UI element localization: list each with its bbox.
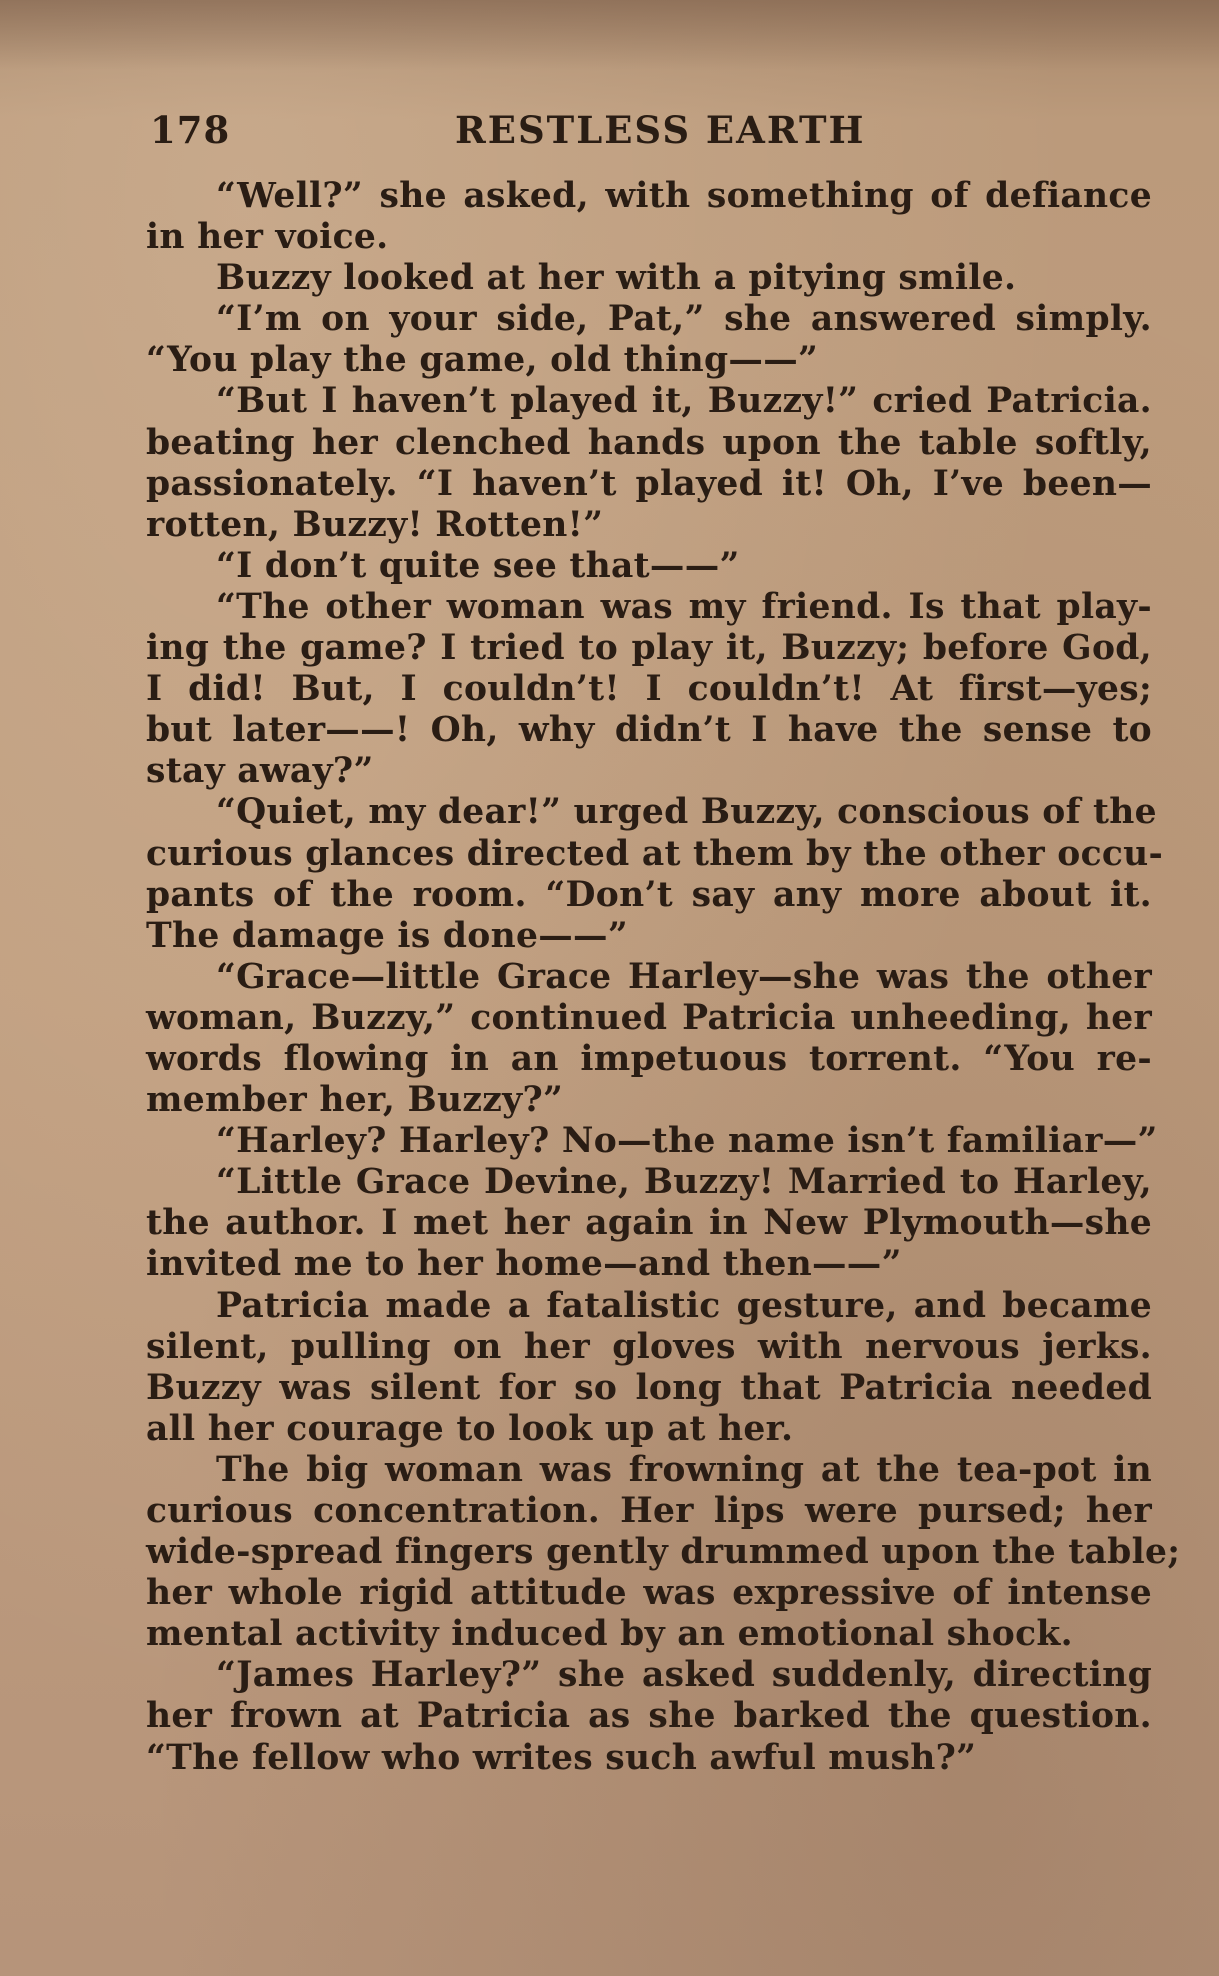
text-line: “The fellow who writes such awful mush?”	[146, 1737, 977, 1778]
text-line: “You play the game, old thing——”	[146, 340, 819, 381]
text-line: pants of the room. “Don’t say any more about it.	[146, 874, 1152, 915]
body-text	[146, 176, 1181, 1779]
text-line: beating her clenched hands upon the table softly,	[146, 422, 1152, 463]
text-line: wide-spread fingers gently drummed upon the table;	[146, 1532, 1181, 1573]
text-line: “The other woman was my friend. Is that play-	[216, 586, 1152, 627]
text-line: Buzzy was silent for so long that Patricia needed	[146, 1367, 1152, 1408]
text-line: her frown at Patricia as she barked the question.	[146, 1696, 1152, 1737]
text-line: “Grace—little Grace Harley—she was the other	[216, 956, 1152, 997]
text-line: silent, pulling on her gloves with nervous jerks.	[146, 1326, 1152, 1367]
text-line: “I don’t quite see that——”	[216, 545, 740, 586]
text-line: “James Harley?” she asked suddenly, directing	[216, 1655, 1152, 1696]
text-line: “But I haven’t played it, Buzzy!” cried Patricia.	[216, 381, 1152, 422]
text-line: but later——! Oh, why didn’t I have the sense to	[146, 710, 1152, 751]
text-line: “Little Grace Devine, Buzzy! Married to Harley,	[216, 1162, 1152, 1203]
text-line: in her voice.	[146, 217, 389, 258]
text-line: The damage is done——”	[146, 915, 628, 956]
page-header	[150, 108, 1155, 158]
text-line: Patricia made a fatalistic gesture, and became	[216, 1285, 1152, 1326]
text-line: curious concentration. Her lips were pursed; her	[146, 1491, 1152, 1531]
text-line: passionately. “I haven’t played it! Oh, I’ve been—	[146, 463, 1152, 504]
text-line: her whole rigid attitude was expressive of intense	[146, 1573, 1152, 1614]
text-line: the author. I met her again in New Plymouth—she	[146, 1203, 1152, 1244]
text-line: ing the game? I tried to play it, Buzzy; before God,	[146, 628, 1152, 669]
text-line: The big woman was frowning at the tea-pot in	[216, 1449, 1152, 1490]
running-title: RESTLESS EARTH	[455, 108, 866, 152]
text-line: woman, Buzzy,” continued Patricia unheeding, her	[146, 997, 1152, 1038]
text-line: “Quiet, my dear!” urged Buzzy, conscious of the	[216, 792, 1157, 833]
text-line: invited me to her home—and then——”	[146, 1244, 902, 1285]
text-line: “Well?” she asked, with something of defiance	[216, 176, 1152, 216]
text-line: words flowing in an impetuous torrent. “You re-	[146, 1038, 1152, 1079]
text-line: rotten, Buzzy! Rotten!”	[146, 504, 604, 545]
text-line: Buzzy looked at her with a pitying smile.	[216, 258, 1017, 299]
text-line: mental activity induced by an emotional shock.	[146, 1614, 1073, 1655]
page-number: 178	[150, 108, 231, 152]
text-line: stay away?”	[146, 751, 374, 792]
text-line: “Harley? Harley? No—the name isn’t familiar—”	[216, 1121, 1158, 1162]
text-line: curious glances directed at them by the other occu-	[146, 833, 1164, 874]
page-edge-shadow	[0, 0, 1219, 70]
text-line: all her courage to look up at her.	[146, 1408, 794, 1449]
text-line: I did! But, I couldn’t! I couldn’t! At first—yes;	[146, 669, 1152, 710]
text-line: “I’m on your side, Pat,” she answered simply.	[216, 299, 1152, 340]
text-line: member her, Buzzy?”	[146, 1080, 564, 1121]
